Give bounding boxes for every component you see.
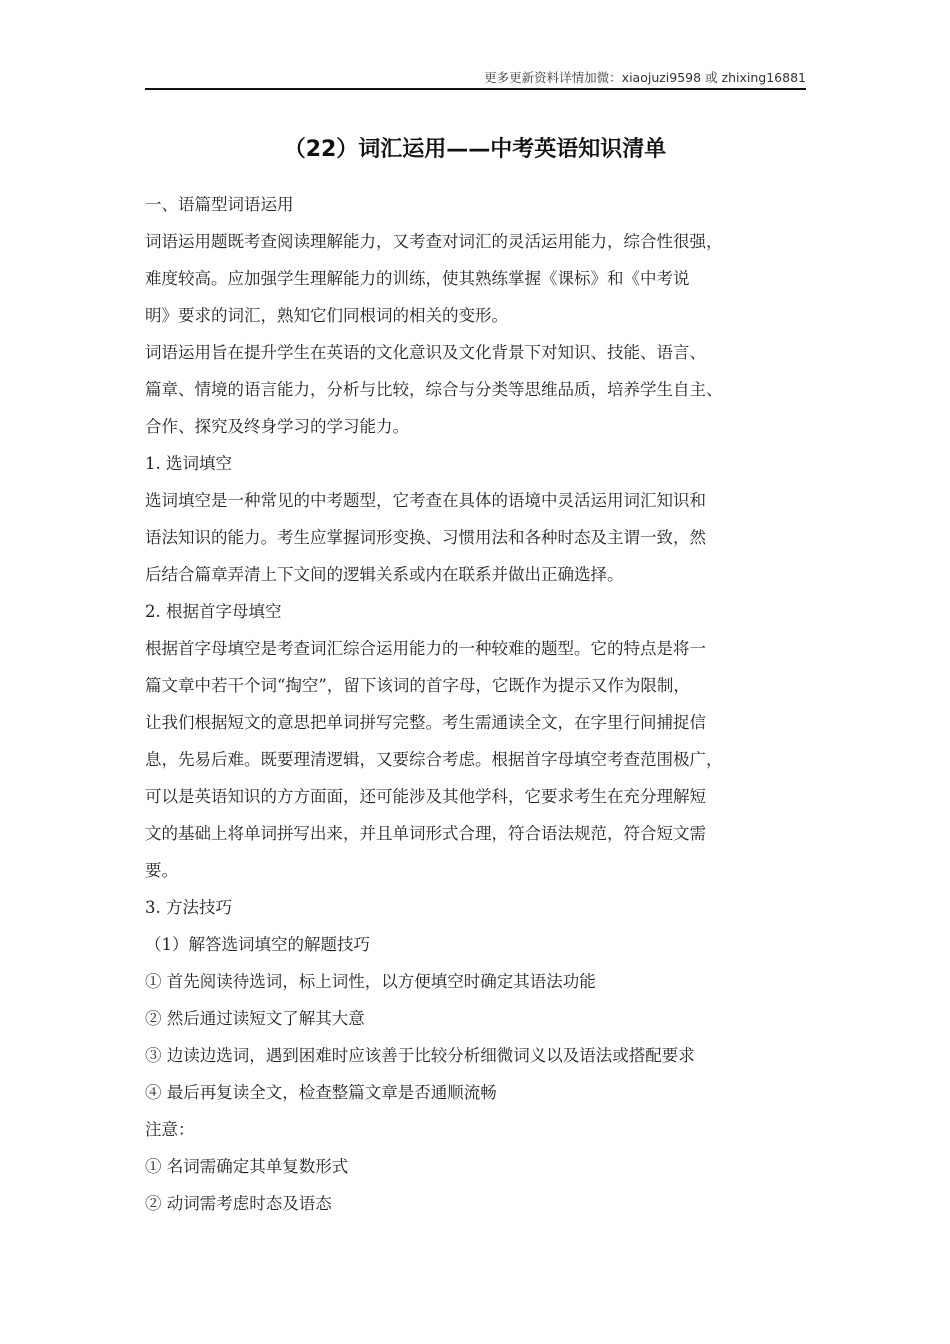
section-heading: 一、语篇型词语运用 (145, 195, 294, 214)
paragraph-line: 息，先易后难。既要理清逻辑，又要综合考虑。根据首字母填空考查范围极广， (145, 750, 723, 769)
subsection-heading: 2. 根据首字母填空 (145, 602, 282, 621)
paragraph-line: 后结合篇章弄清上下文间的逻辑关系或内在联系并做出正确选择。 (145, 565, 624, 584)
paragraph-line: 词语运用旨在提升学生在英语的文化意识及文化背景下对知识、技能、语言、 (145, 343, 706, 362)
page-header (145, 62, 806, 90)
list-item: ② 然后通过读短文了解其大意 (145, 1009, 365, 1028)
paragraph-line: 难度较高。应加强学生理解能力的训练，使其熟练掌握《课标》和《中考说 (145, 269, 690, 288)
list-item: ④ 最后再复读全文，检查整篇文章是否通顺流畅 (145, 1083, 497, 1102)
paragraph-line: 要。 (145, 861, 178, 880)
subsection-heading: 3. 方法技巧 (145, 898, 232, 917)
document-title: （22）词汇运用——中考英语知识清单 (283, 137, 667, 162)
paragraph-line: 选词填空是一种常见的中考题型，它考查在具体的语境中灵活运用词汇知识和 (145, 491, 706, 510)
paragraph-line: 让我们根据短文的意思把单词拼写完整。考生需通读全文，在字里行间捕捉信 (145, 713, 706, 732)
subsection-heading: 1. 选词填空 (145, 454, 232, 473)
list-item: ② 动词需考虑时态及语态 (145, 1194, 332, 1213)
document-body (145, 186, 810, 1222)
paragraph-line: 合作、探究及终身学习的学习能力。 (145, 417, 409, 436)
paragraph-line: 可以是英语知识的方方面面，还可能涉及其他学科，它要求考生在充分理解短 (145, 787, 706, 806)
paragraph-line: 明》要求的词汇，熟知它们同根词的相关的变形。 (145, 306, 508, 325)
header-contact-note: 更多更新资料详情加微：xiaojuzi9598 或 zhixing16881 (484, 70, 806, 85)
paragraph-line: 根据首字母填空是考查词汇综合运用能力的一种较难的题型。它的特点是将一 (145, 639, 706, 658)
paragraph-line: 文的基础上将单词拼写出来，并且单词形式合理，符合语法规范，符合短文需 (145, 824, 706, 843)
note-heading: 注意： (145, 1120, 195, 1139)
list-item: ① 首先阅读待选词，标上词性，以方便填空时确定其语法功能 (145, 972, 596, 991)
paragraph-line: 语法知识的能力。考生应掌握词形变换、习惯用法和各种时态及主谓一致，然 (145, 528, 706, 547)
list-item: ③ 边读边选词，遇到困难时应该善于比较分析细微词义以及语法或搭配要求 (145, 1046, 695, 1065)
list-item: ① 名词需确定其单复数形式 (145, 1157, 349, 1176)
paragraph-line: 篇文章中若干个词“掏空”，留下该词的首字母，它既作为提示又作为限制， (145, 676, 690, 695)
subsection-subheading: （1）解答选词填空的解题技巧 (145, 935, 370, 954)
paragraph-line: 词语运用题既考查阅读理解能力，又考查对词汇的灵活运用能力，综合性很强， (145, 232, 723, 251)
paragraph-line: 篇章、情境的语言能力，分析与比较，综合与分类等思维品质，培养学生自主、 (145, 380, 723, 399)
